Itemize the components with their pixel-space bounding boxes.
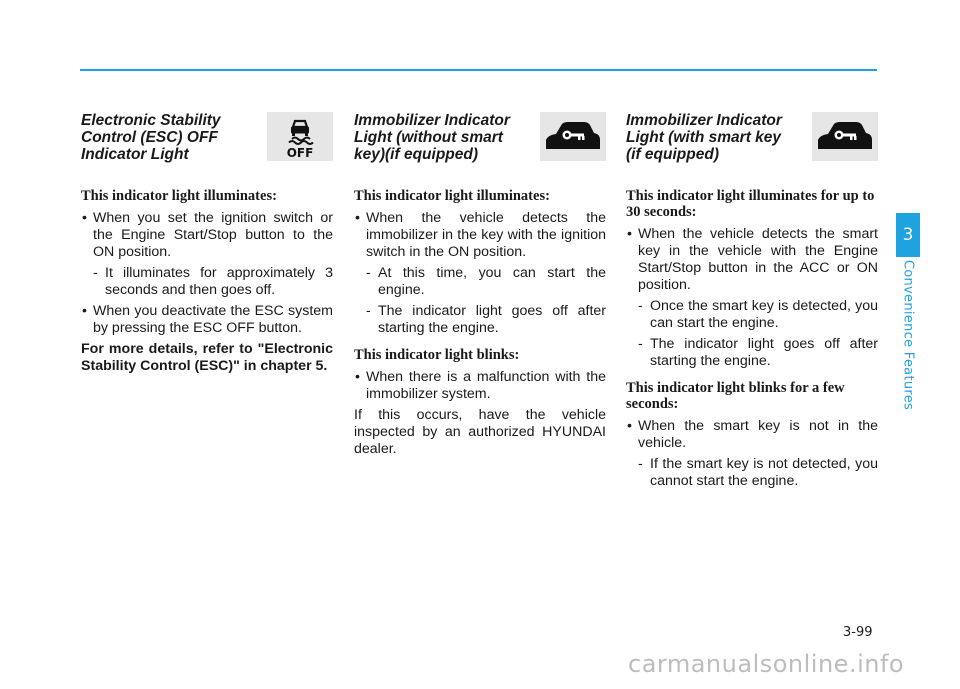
list-item: • When the smart key is not in the vehicle. <box>626 418 878 452</box>
esc-off-section <box>81 110 333 375</box>
immobilizer-with-smart-key-section <box>626 110 878 494</box>
list-subitem: - The indicator light goes off after starting the engine. <box>638 336 878 369</box>
immobilizer-key-car-icon <box>540 112 606 161</box>
list-item: • When the vehicle detects the smart key in the vehicle with the Engine Start/Stop button in the ACC or ON position. <box>626 226 878 294</box>
subheading: This indicator light illuminates for up to 30 seconds: <box>626 188 875 220</box>
list-item: • When you deactivate the ESC system by pressing the ESC OFF button. <box>81 303 333 337</box>
svg-text:OFF: OFF <box>286 146 314 160</box>
watermark: carmanualsonline.info <box>628 650 905 678</box>
header-rule <box>80 69 877 71</box>
section-title: Immobilizer Indicator Light (with smart key (if equipped) <box>626 112 782 163</box>
subheading: This indicator light blinks: <box>354 347 520 363</box>
reference-note: For more details, refer to "Electronic Stability Control (ESC)" in chapter 5. <box>81 341 333 374</box>
section-title: Immobilizer Indicator Light (without smart key)(if equipped) <box>354 112 510 163</box>
list-subitem: - Once the smart key is detected, you can start the engine. <box>638 298 878 331</box>
subheading: This indicator light illuminates: <box>81 188 277 204</box>
esc-off-icon <box>267 112 333 161</box>
chapter-tab <box>896 213 920 411</box>
list-subitem: - The indicator light goes off after starting the engine. <box>366 303 606 336</box>
chapter-title: Convenience Features <box>900 259 916 411</box>
chapter-number: 3 <box>896 213 920 257</box>
list-item: • When the vehicle detects the immobilizer in the key with the ignition switch in the ON position. <box>354 210 606 261</box>
immobilizer-without-smart-key-section <box>354 110 606 458</box>
list-item: • When you set the ignition switch or the Engine Start/Stop button to the ON position. <box>81 210 333 261</box>
dealer-note: If this occurs, have the vehicle inspected by an authorized HYUNDAI dealer. <box>354 407 606 457</box>
list-item: • When there is a malfunction with the immobilizer system. <box>354 369 606 403</box>
list-subitem: - If the smart key is not detected, you cannot start the engine. <box>638 456 878 489</box>
page-number: 3-99 <box>843 625 873 640</box>
list-subitem: - It illuminates for approximately 3 seconds and then goes off. <box>93 265 333 298</box>
immobilizer-key-car-icon <box>812 112 878 161</box>
list-subitem: - At this time, you can start the engine. <box>366 265 606 298</box>
subheading: This indicator light blinks for a few seconds: <box>626 380 845 412</box>
subheading: This indicator light illuminates: <box>354 188 550 204</box>
section-title: Electronic Stability Control (ESC) OFF Indicator Light <box>81 112 221 163</box>
